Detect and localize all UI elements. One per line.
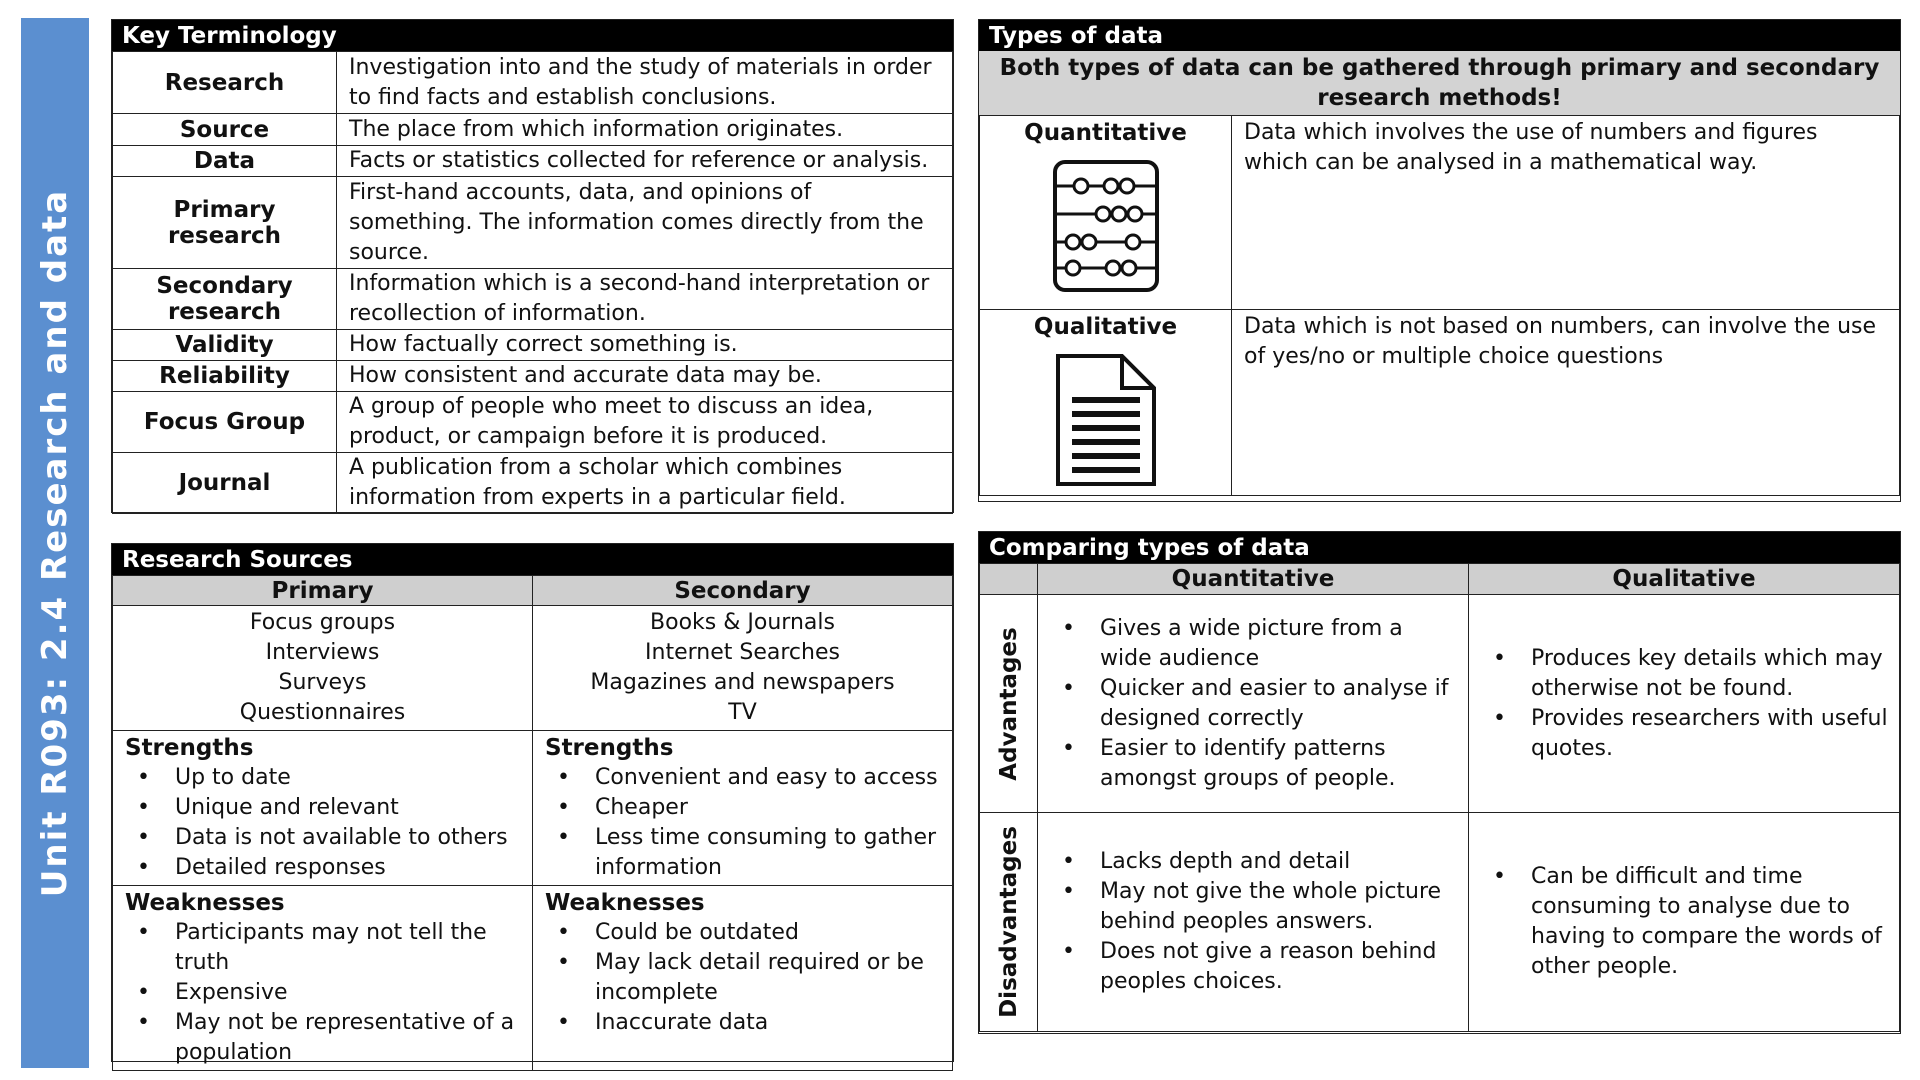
- advantages-label: Advantages: [995, 626, 1022, 781]
- list-item: • Unique and relevant: [175, 793, 520, 823]
- list-item: • Does not give a reason behind peoples choices.: [1100, 937, 1458, 997]
- advantages-row-label: [980, 595, 1038, 813]
- list-item: • Quicker and easier to analyse if designed correctly: [1100, 674, 1458, 734]
- secondary-strengths: [533, 731, 953, 886]
- disadvantages-list: [1050, 847, 1458, 997]
- qualitative-advantages: [1469, 595, 1900, 813]
- research-sources-table: [112, 575, 953, 1071]
- term: Secondary research: [113, 269, 337, 330]
- list-item: Questionnaires: [239, 700, 406, 725]
- term: Data: [113, 146, 337, 177]
- advantages-list: [1050, 614, 1458, 794]
- list-item: • Produces key details which may otherwise not be found.: [1531, 644, 1889, 704]
- list-item: • Inaccurate data: [595, 1008, 940, 1038]
- list-item: • Provides researchers with useful quotes.: [1531, 704, 1889, 764]
- term: Validity: [113, 330, 337, 361]
- types-of-data-title: Types of data: [979, 20, 1900, 51]
- list-item: • Easier to identify patterns amongst groups of people.: [1100, 734, 1458, 794]
- secondary-weaknesses: [533, 886, 953, 1071]
- table-row: [113, 576, 953, 606]
- primary-weaknesses: [113, 886, 533, 1071]
- list-item: • Cheaper: [595, 793, 940, 823]
- strengths-heading: Strengths: [125, 735, 254, 761]
- list-item: Books & Journals: [650, 610, 835, 635]
- types-of-data-subtitle: Both types of data can be gathered through primary and secondary research methods!: [979, 51, 1900, 115]
- term: Research: [113, 52, 337, 114]
- qualitative-cell: [980, 310, 1232, 496]
- strengths-heading: Strengths: [545, 735, 674, 761]
- definition: A group of people who meet to discuss an idea, product, or campaign before it is produced.: [337, 392, 953, 453]
- primary-examples: [113, 606, 533, 731]
- table-row: [113, 392, 953, 453]
- list-item: • Up to date: [175, 763, 520, 793]
- strengths-list: [125, 763, 520, 883]
- definition: Facts or statistics collected for reference or analysis.: [337, 146, 953, 177]
- list-item: • May lack detail required or be incomplete: [595, 948, 940, 1008]
- qualitative-column-header: Qualitative: [1469, 564, 1900, 595]
- weaknesses-heading: Weaknesses: [545, 890, 705, 916]
- advantages-list: [1481, 644, 1889, 764]
- list-item: Interviews: [265, 640, 380, 665]
- table-row: [113, 177, 953, 269]
- disadvantages-list: [1481, 862, 1889, 982]
- corner-cell: [980, 564, 1038, 595]
- key-terminology-panel: [111, 19, 954, 513]
- table-row: [113, 330, 953, 361]
- abacus-icon: [1051, 158, 1161, 294]
- list-item: • May not be representative of a population: [175, 1008, 520, 1068]
- term: Reliability: [113, 361, 337, 392]
- term: Journal: [113, 453, 337, 514]
- list-item: • Detailed responses: [175, 853, 520, 883]
- list-item: • Can be difficult and time consuming to analyse due to having to compare the words of other people.: [1531, 862, 1889, 982]
- secondary-examples: [533, 606, 953, 731]
- primary-strengths: [113, 731, 533, 886]
- quantitative-column-header: Quantitative: [1038, 564, 1469, 595]
- list-item: Focus groups: [249, 610, 396, 635]
- table-row: [113, 146, 953, 177]
- table-row: [113, 52, 953, 114]
- term: Primary research: [113, 177, 337, 269]
- list-item: Surveys: [278, 670, 367, 695]
- list-item: • Convenient and easy to access: [595, 763, 940, 793]
- list-item: • Expensive: [175, 978, 520, 1008]
- table-row: [113, 361, 953, 392]
- types-of-data-table: [979, 115, 1900, 496]
- definition: The place from which information originates.: [337, 114, 953, 146]
- table-row: [113, 114, 953, 146]
- research-sources-panel: [111, 543, 954, 1065]
- list-item: • Gives a wide picture from a wide audience: [1100, 614, 1458, 674]
- table-row: [980, 310, 1900, 496]
- document-icon: [1054, 352, 1158, 488]
- table-row: [980, 813, 1900, 1032]
- qualitative-label: Qualitative: [1033, 314, 1178, 340]
- comparing-types-title: Comparing types of data: [979, 532, 1900, 563]
- list-item: Internet Searches: [645, 640, 840, 665]
- list-item: Magazines and newspapers: [590, 670, 895, 695]
- qualitative-definition: Data which is not based on numbers, can involve the use of yes/no or multiple choice questions: [1232, 310, 1900, 496]
- table-row: [980, 116, 1900, 310]
- definition: How consistent and accurate data may be.: [337, 361, 953, 392]
- table-row: [980, 564, 1900, 595]
- definition: Investigation into and the study of materials in order to find facts and establish conclusions.: [337, 52, 953, 114]
- weaknesses-list: [545, 918, 940, 1038]
- term: Source: [113, 114, 337, 146]
- list-item: • Data is not available to others: [175, 823, 520, 853]
- definition: Information which is a second-hand interpretation or recollection of information.: [337, 269, 953, 330]
- weaknesses-list: [125, 918, 520, 1068]
- strengths-list: [545, 763, 940, 883]
- list-item: • Lacks depth and detail: [1100, 847, 1458, 877]
- quantitative-advantages: [1038, 595, 1469, 813]
- qualitative-disadvantages: [1469, 813, 1900, 1032]
- quantitative-definition: Data which involves the use of numbers and figures which can be analysed in a mathematical way.: [1232, 116, 1900, 310]
- weaknesses-heading: Weaknesses: [125, 890, 285, 916]
- quantitative-label: Quantitative: [1024, 120, 1187, 146]
- types-of-data-panel: [978, 19, 1901, 502]
- list-item: • Less time consuming to gather information: [595, 823, 940, 883]
- term: Focus Group: [113, 392, 337, 453]
- list-item: • May not give the whole picture behind peoples answers.: [1100, 877, 1458, 937]
- secondary-heading: Secondary: [533, 576, 953, 606]
- definition: A publication from a scholar which combines information from experts in a particular field.: [337, 453, 953, 514]
- definition: First-hand accounts, data, and opinions of something. The information comes directly from the source.: [337, 177, 953, 269]
- table-row: [113, 731, 953, 886]
- primary-heading: Primary: [113, 576, 533, 606]
- research-sources-title: Research Sources: [112, 544, 953, 575]
- side-banner: [21, 18, 89, 1068]
- table-row: [113, 269, 953, 330]
- comparing-types-table: [979, 563, 1900, 1032]
- key-terminology-title: Key Terminology: [112, 20, 953, 51]
- table-row: [113, 606, 953, 731]
- disadvantages-label: Disadvantages: [995, 826, 1022, 1018]
- quantitative-cell: [980, 116, 1232, 310]
- definition: How factually correct something is.: [337, 330, 953, 361]
- key-terminology-table: [112, 51, 953, 514]
- quantitative-disadvantages: [1038, 813, 1469, 1032]
- list-item: • Could be outdated: [595, 918, 940, 948]
- table-row: [980, 595, 1900, 813]
- table-row: [113, 453, 953, 514]
- disadvantages-row-label: [980, 813, 1038, 1032]
- table-row: [113, 886, 953, 1071]
- page-title: Unit R093: 2.4 Research and data: [35, 188, 75, 898]
- list-item: TV: [728, 700, 757, 725]
- list-item: • Participants may not tell the truth: [175, 918, 520, 978]
- comparing-types-panel: [978, 531, 1901, 1034]
